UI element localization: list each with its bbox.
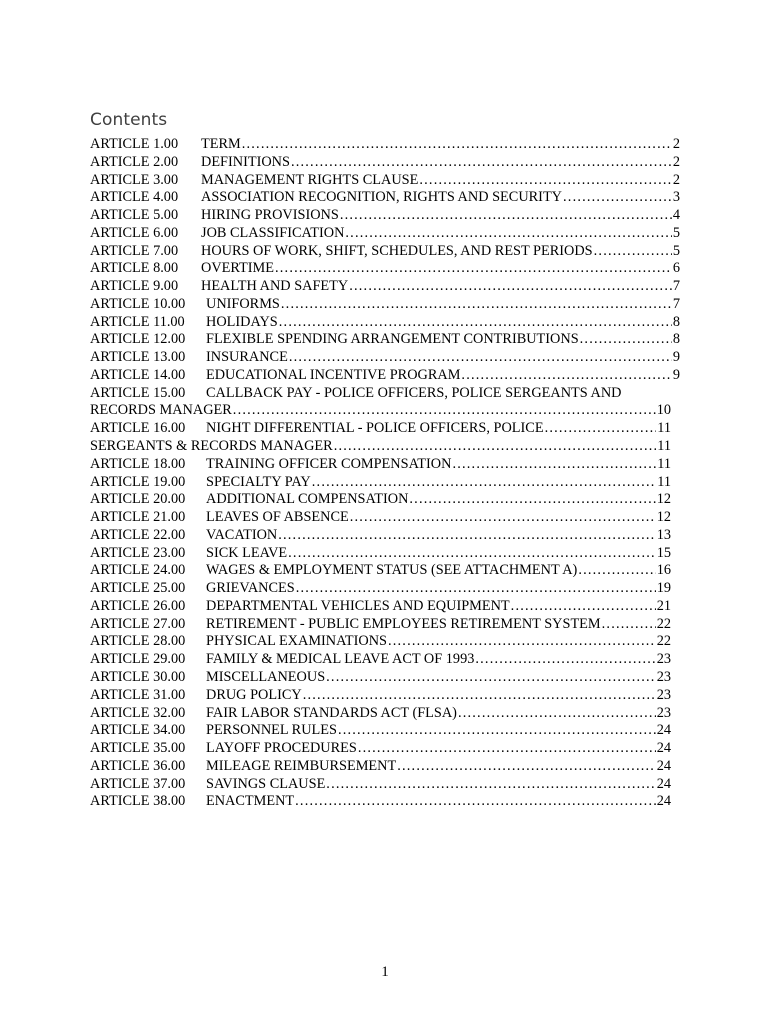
toc-entry-page: 12 [656, 509, 671, 526]
toc-entry-title: EDUCATIONAL INCENTIVE PROGRAM [206, 366, 461, 383]
toc-entry-page: 7 [672, 295, 680, 312]
toc-entry-page: 3 [672, 189, 680, 206]
toc-entry-title: SERGEANTS & RECORDS MANAGER [90, 438, 333, 455]
toc-entry-page: 4 [672, 207, 680, 224]
toc-entry-number: ARTICLE 24.00 [90, 562, 186, 579]
toc-entry-number: ARTICLE 13.00 [90, 349, 186, 366]
toc-entry[interactable] [90, 172, 680, 190]
toc-entry[interactable] [90, 367, 680, 385]
toc-entry-page: 22 [656, 615, 671, 632]
toc-entry[interactable] [90, 278, 680, 296]
toc-entry-page: 19 [656, 580, 671, 597]
toc-entry-number: ARTICLE 30.00 [90, 668, 186, 685]
toc-entry-title: ASSOCIATION RECOGNITION, RIGHTS AND SECURITY [201, 189, 563, 206]
toc-entry-title: UNIFORMS [206, 295, 280, 312]
toc-entry[interactable] [90, 260, 680, 278]
toc-dot-leader [340, 207, 672, 225]
toc-dot-leader [345, 225, 671, 243]
toc-entry-title: GRIEVANCES [206, 580, 295, 597]
toc-dot-leader [289, 349, 672, 367]
toc-dot-leader [303, 687, 656, 705]
toc-entry-number: ARTICLE 23.00 [90, 544, 186, 561]
toc-entry[interactable] [90, 616, 671, 634]
toc-entry-page: 2 [672, 136, 680, 152]
toc-entry-number: ARTICLE 11.00 [90, 313, 185, 330]
toc-entry-number: ARTICLE 38.00 [90, 793, 186, 810]
toc-dot-leader [296, 580, 656, 598]
toc-entry-title: LAYOFF PROCEDURES [206, 740, 357, 757]
toc-entry-number: ARTICLE 14.00 [90, 366, 186, 383]
toc-entry-number: ARTICLE 28.00 [90, 633, 186, 650]
toc-entry-page: 2 [672, 171, 680, 188]
toc-entry[interactable] [90, 669, 671, 687]
toc-dot-leader [233, 402, 656, 420]
toc-entry-number: ARTICLE 35.00 [90, 740, 186, 757]
toc-dot-leader [312, 474, 656, 492]
toc-entry[interactable] [90, 136, 680, 154]
toc-entry-title: HEALTH AND SAFETY [201, 278, 349, 295]
toc-entry-page: 6 [672, 260, 680, 277]
toc-entry-number: ARTICLE 18.00 [90, 455, 186, 472]
toc-entry-page: 23 [656, 704, 671, 721]
toc-entry[interactable] [90, 189, 680, 207]
toc-entry-page: 24 [656, 775, 671, 792]
toc-entry[interactable] [90, 740, 671, 758]
toc-entry-number: ARTICLE 3.00 [90, 171, 179, 188]
toc-entry[interactable] [90, 776, 671, 794]
toc-entry-title: DEFINITIONS [201, 153, 290, 170]
toc-dot-leader [358, 740, 656, 758]
toc-dot-leader [326, 776, 655, 794]
toc-entry-title: HOURS OF WORK, SHIFT, SCHEDULES, AND REST PERIODS [201, 242, 593, 259]
toc-dot-leader [602, 616, 656, 634]
toc-dot-leader [452, 456, 656, 474]
toc-entry-number: ARTICLE 32.00 [90, 704, 186, 721]
toc-entry[interactable] [90, 296, 680, 314]
toc-entry-page: 13 [656, 526, 671, 543]
toc-entry[interactable] [90, 243, 680, 261]
toc-entry-number: ARTICLE 10.00 [90, 295, 186, 312]
toc-entry-page: 11 [657, 455, 671, 472]
toc-entry-title: ENACTMENT [206, 793, 295, 810]
toc-entry[interactable] [90, 207, 680, 225]
toc-entry-title: PHYSICAL EXAMINATIONS [206, 633, 387, 650]
toc-dot-leader [279, 314, 672, 332]
toc-entry-number: ARTICLE 34.00 [90, 722, 186, 739]
toc-entry-title: PERSONNEL RULES [206, 722, 337, 739]
toc-entry-title: DRUG POLICY [206, 686, 302, 703]
toc-entry-page: 23 [656, 651, 671, 668]
toc-entry-page: 11 [657, 438, 671, 455]
toc-entry-number: ARTICLE 8.00 [90, 260, 179, 277]
toc-entry-page: 15 [656, 544, 671, 561]
toc-dot-leader [545, 420, 657, 438]
toc-entry[interactable] [90, 545, 671, 563]
toc-entry-continuation[interactable] [90, 402, 671, 420]
toc-dot-leader [397, 758, 655, 776]
toc-entry-number: ARTICLE 20.00 [90, 491, 186, 508]
toc-entry[interactable] [90, 793, 671, 811]
toc-dot-leader [409, 491, 655, 509]
toc-entry-page: 24 [656, 722, 671, 739]
toc-dot-leader [278, 527, 655, 545]
toc-entry[interactable] [90, 633, 671, 651]
toc-dot-leader [349, 278, 672, 296]
toc-entry-number: ARTICLE 37.00 [90, 775, 186, 792]
toc-entry[interactable] [90, 456, 671, 474]
toc-dot-leader [334, 438, 657, 456]
toc-entry[interactable] [90, 154, 680, 172]
toc-dot-leader [338, 722, 656, 740]
toc-entry-title: CALLBACK PAY - POLICE OFFICERS, POLICE SERGEANTS AND [206, 384, 622, 401]
toc-entry-title: SICK LEAVE [206, 544, 288, 561]
toc-entry-title: MANAGEMENT RIGHTS CLAUSE [201, 171, 419, 188]
toc-entry-number: ARTICLE 15.00 [90, 384, 186, 401]
toc-entry-title: TRAINING OFFICER COMPENSATION [206, 455, 452, 472]
toc-entry-number: ARTICLE 4.00 [90, 189, 179, 206]
toc-entry-page: 24 [656, 793, 671, 810]
toc-entry-title: TERM [201, 136, 241, 152]
toc-dot-leader [511, 598, 656, 616]
toc-dot-leader [388, 633, 656, 651]
toc-dot-leader [563, 189, 672, 207]
toc-dot-leader [295, 793, 656, 811]
toc-entry-title: HOLIDAYS [206, 313, 278, 330]
toc-entry-page: 22 [656, 633, 671, 650]
toc-entry-page: 11 [657, 420, 671, 437]
toc-entry-number: ARTICLE 16.00 [90, 420, 186, 437]
toc-dot-leader [281, 296, 672, 314]
toc-entry-page: 2 [672, 153, 680, 170]
toc-entry-page: 24 [656, 757, 671, 774]
toc-entry-number: ARTICLE 31.00 [90, 686, 186, 703]
toc-entry-title-continuation: RECORDS MANAGER [90, 402, 232, 419]
toc-entry-number: ARTICLE 1.00 [90, 136, 179, 152]
toc-entry-page: 5 [672, 242, 680, 259]
toc-entry[interactable] [90, 225, 680, 243]
table-of-contents [90, 136, 680, 811]
toc-dot-leader [419, 172, 671, 190]
toc-dot-leader [291, 154, 672, 172]
toc-entry[interactable] [90, 314, 680, 332]
toc-entry-title: MILEAGE REIMBURSEMENT [206, 757, 397, 774]
toc-entry[interactable] [90, 562, 671, 580]
toc-entry-number: ARTICLE 5.00 [90, 207, 179, 224]
toc-entry-number: ARTICLE 12.00 [90, 331, 186, 348]
toc-entry-number: ARTICLE 19.00 [90, 473, 186, 490]
toc-entry-title: WAGES & EMPLOYMENT STATUS (SEE ATTACHMENT A) [206, 562, 578, 579]
toc-heading: Contents [90, 110, 168, 130]
toc-entry-page: 21 [656, 597, 671, 614]
toc-entry[interactable] [90, 420, 671, 438]
toc-entry-number: ARTICLE 2.00 [90, 153, 179, 170]
toc-entry-number: ARTICLE 22.00 [90, 526, 186, 543]
toc-entry-title: OVERTIME [201, 260, 274, 277]
toc-dot-leader [458, 705, 656, 723]
toc-entry[interactable] [90, 474, 671, 492]
toc-entry-title: DEPARTMENTAL VEHICLES AND EQUIPMENT [206, 597, 510, 614]
toc-entry-page: 11 [657, 473, 671, 490]
toc-entry-title: LEAVES OF ABSENCE [206, 509, 349, 526]
page-number: 1 [381, 964, 389, 980]
toc-dot-leader [461, 367, 671, 385]
toc-dot-leader [242, 136, 672, 154]
toc-dot-leader [326, 669, 656, 687]
toc-entry[interactable] [90, 438, 671, 456]
toc-entry[interactable] [90, 705, 671, 723]
toc-entry-title: SAVINGS CLAUSE [206, 775, 326, 792]
toc-entry[interactable] [90, 580, 671, 598]
toc-entry-number: ARTICLE 7.00 [90, 242, 179, 259]
toc-entry-title: FAIR LABOR STANDARDS ACT (FLSA) [206, 704, 457, 721]
toc-entry-page: 8 [672, 313, 680, 330]
toc-entry[interactable] [90, 385, 680, 403]
toc-entry-number: ARTICLE 29.00 [90, 651, 186, 668]
toc-entry-title: FLEXIBLE SPENDING ARRANGEMENT CONTRIBUTIONS [206, 331, 579, 348]
toc-entry-number: ARTICLE 25.00 [90, 580, 186, 597]
toc-entry-page: 23 [656, 668, 671, 685]
toc-entry-number: ARTICLE 9.00 [90, 278, 179, 295]
toc-dot-leader [350, 509, 656, 527]
toc-entry-number: ARTICLE 36.00 [90, 757, 186, 774]
toc-entry[interactable] [90, 509, 671, 527]
toc-entry-page: 9 [672, 349, 680, 366]
toc-entry[interactable] [90, 722, 671, 740]
toc-entry-title: JOB CLASSIFICATION [201, 224, 345, 241]
toc-entry-number: ARTICLE 6.00 [90, 224, 179, 241]
toc-entry-page: 5 [672, 224, 680, 241]
toc-dot-leader [578, 562, 655, 580]
toc-entry-title: MISCELLANEOUS [206, 668, 326, 685]
toc-entry-title: RETIREMENT - PUBLIC EMPLOYEES RETIREMENT SYSTEM [206, 615, 601, 632]
toc-dot-leader [288, 545, 656, 563]
toc-entry[interactable] [90, 491, 671, 509]
toc-dot-leader [580, 331, 672, 349]
toc-entry-page: 12 [656, 491, 671, 508]
toc-entry-title: INSURANCE [206, 349, 288, 366]
toc-entry-number: ARTICLE 27.00 [90, 615, 186, 632]
toc-entry[interactable] [90, 598, 671, 616]
toc-entry-title: ADDITIONAL COMPENSATION [206, 491, 409, 508]
toc-entry[interactable] [90, 527, 671, 545]
toc-entry-page: 10 [656, 402, 671, 419]
toc-entry-number: ARTICLE 26.00 [90, 597, 186, 614]
toc-entry-page: 24 [656, 740, 671, 757]
toc-dot-leader [475, 651, 655, 669]
toc-entry-title: SPECIALTY PAY [206, 473, 311, 490]
toc-entry-title: FAMILY & MEDICAL LEAVE ACT OF 1993 [206, 651, 475, 668]
toc-entry-page: 8 [672, 331, 680, 348]
toc-entry-page: 9 [672, 366, 680, 383]
toc-entry[interactable] [90, 758, 671, 776]
toc-entry-number: ARTICLE 21.00 [90, 509, 186, 526]
toc-dot-leader [594, 243, 672, 261]
toc-entry[interactable] [90, 331, 680, 349]
toc-entry[interactable] [90, 687, 671, 705]
toc-entry-page: 23 [656, 686, 671, 703]
toc-entry-title: HIRING PROVISIONS [201, 207, 339, 224]
toc-entry[interactable] [90, 651, 671, 669]
toc-dot-leader [275, 260, 672, 278]
toc-entry-title: NIGHT DIFFERENTIAL - POLICE OFFICERS, POLICE [206, 420, 544, 437]
toc-entry-title: VACATION [206, 526, 278, 543]
toc-entry[interactable] [90, 349, 680, 367]
toc-entry-page: 16 [656, 562, 671, 579]
toc-entry-page: 7 [672, 278, 680, 295]
